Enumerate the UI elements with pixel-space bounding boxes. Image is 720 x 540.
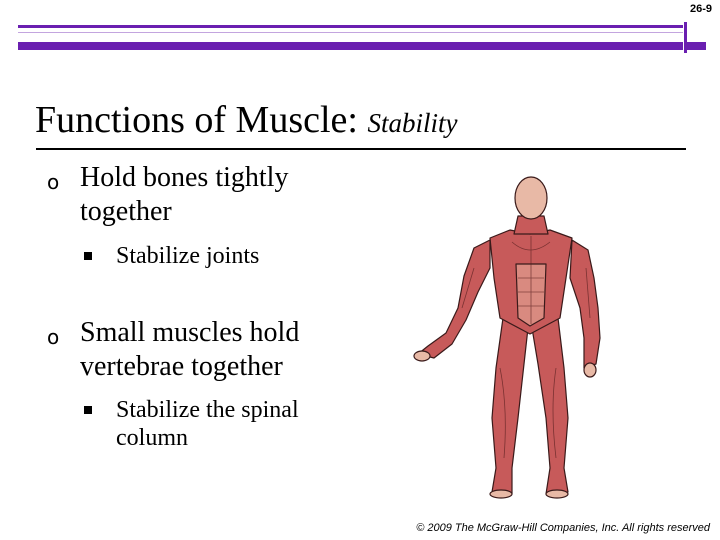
sub-bullet-text: Stabilize joints: [116, 243, 260, 269]
bullet-item: [47, 161, 288, 229]
bullet-text-line: Hold bones tightly: [80, 162, 289, 193]
filled-square-bullet-icon: [84, 252, 92, 260]
title-divider: [36, 148, 686, 150]
copyright-notice: © 2009 The McGraw-Hill Companies, Inc. All rights reserved: [416, 522, 710, 534]
bullet-text-line: vertebrae together: [80, 351, 283, 382]
muscular-system-figure-icon: [400, 168, 660, 500]
sub-bullet-text-line: column: [116, 425, 188, 451]
slide-title: [35, 98, 457, 145]
bullet-text-line: Small muscles hold: [80, 317, 300, 348]
bullet-item: [47, 316, 299, 384]
slide-number: 26-9: [689, 3, 712, 15]
sub-bullet-item: [84, 396, 299, 452]
title-subtitle: Stability: [367, 108, 458, 138]
header-decoration-bar: [18, 22, 706, 53]
filled-square-bullet-icon: [84, 406, 92, 414]
hollow-square-bullet-icon: o: [47, 325, 60, 349]
sub-bullet-text-line: Stabilize the spinal: [116, 397, 299, 423]
title-main: Functions of Muscle:: [35, 99, 368, 141]
sub-bullet-item: [84, 242, 259, 270]
bullet-text-line: together: [80, 196, 172, 227]
hollow-square-bullet-icon: o: [47, 170, 60, 194]
